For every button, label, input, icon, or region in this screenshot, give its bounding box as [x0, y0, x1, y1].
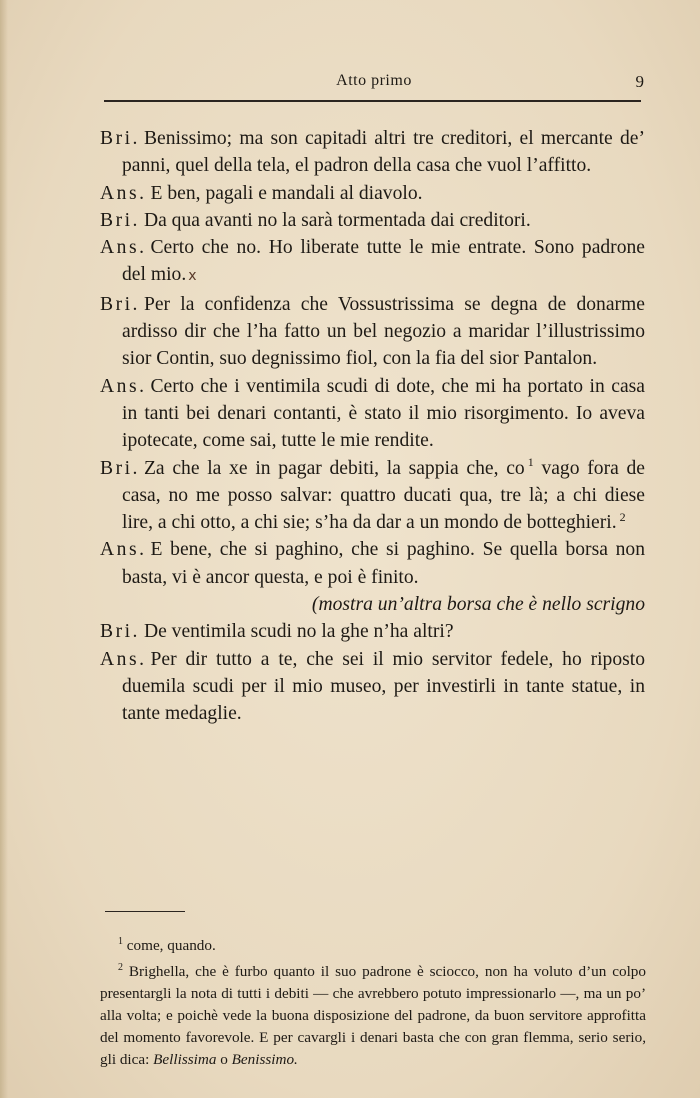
footnote-1 — [100, 931, 646, 957]
footnote-number: 1 — [118, 936, 123, 947]
speaker-name: Ans. — [100, 182, 147, 204]
page-number: 9 — [635, 72, 644, 91]
footnote-rule — [105, 911, 185, 912]
speech-3 — [100, 207, 645, 234]
speech-7 — [100, 455, 645, 537]
binding-shadow — [0, 0, 8, 1098]
speaker-name: Bri. — [100, 621, 140, 643]
footnote-ref-2: 2 — [619, 509, 626, 524]
footnotes — [100, 931, 646, 1071]
speech-text-cont: vago fora de casa, no me posso salvar: quattro ducati qua, tre là; a chi diese lire, a chi otto, a chi sie; s’ha da dar a un mondo de botteghieri. — [122, 457, 646, 534]
speaker-name: Ans. — [100, 539, 147, 561]
footnote-joiner: o — [220, 1050, 228, 1068]
speaker-name: Ans. — [100, 237, 147, 259]
dialogue-body — [100, 125, 645, 728]
speech-2 — [100, 180, 645, 207]
footnote-italic-word: Bellissima — [153, 1050, 217, 1068]
speech-text: Za che la xe in pagar debiti, la sappia che, co — [143, 457, 525, 479]
footnote-ref-1: 1 — [527, 455, 534, 470]
running-head — [104, 70, 644, 94]
speaker-name: Ans. — [100, 375, 147, 397]
speaker-name: Ans. — [100, 648, 147, 670]
speaker-name: Bri. — [100, 293, 140, 315]
speech-text: Per la confidenza che Vossustrissima se degna de donarme ardisso dir che l’ha fatto un bel negozio a maridar l’illustrissimo sior Contin, suo degnissimo fiol, con la fia del sior Pantalon. — [122, 293, 645, 370]
speech-5 — [100, 291, 645, 373]
speech-9 — [100, 618, 645, 645]
speaker-name: Bri. — [100, 128, 140, 149]
speech-8 — [100, 536, 645, 591]
speech-text: E bene, che si paghino, che si paghino. Se quella borsa non basta, vi è ancor questa, e poi è finito. — [122, 539, 645, 588]
speech-text: E ben, pagali e mandali al diavolo. — [150, 182, 423, 204]
footnote-text: Brighella, che è furbo quanto il suo padrone è sciocco, non ha voluto d’un colpo presentargli la nota di tutti i debiti — che avrebbero potuto impressionarlo —, ma un po’ alla volta; e poichè vede la buona disposizione del padrone, da buon servitore approfitta del momento favorevole. E per cavargli i denari basta che con gran flemma, serio serio, gli dica: — [100, 963, 646, 1068]
handwritten-x-mark: x — [188, 268, 197, 285]
speech-text: De ventimila scudi no la ghe n’ha altri? — [143, 621, 454, 643]
speech-1 — [100, 125, 645, 180]
speech-text: Certo che i ventimila scudi di dote, che mi ha portato in casa in tanti bei denari contanti, è stato il mio risorgimento. Io aveva ipotecate, come sai, tutte le mie rendite. — [122, 375, 645, 452]
speech-10 — [100, 646, 645, 728]
running-title: Atto primo — [336, 72, 412, 89]
speaker-name: Bri. — [100, 457, 140, 479]
speech-text: Per dir tutto a te, che sei il mio servitor fedele, ho riposto duemila scudi per il mio museo, per investirli in tante statue, in tante medaglie. — [122, 648, 645, 725]
footnote-text: come, quando. — [126, 937, 216, 955]
speech-4 — [100, 234, 645, 291]
speech-text: Benissimo; ma son capitadi altri tre creditori, el mercante de’ panni, quel della tela, el padron della casa che vuol l’affitto. — [122, 128, 645, 177]
footnote-number: 2 — [118, 961, 123, 973]
header-rule — [104, 100, 641, 102]
speech-text: Da qua avanti no la sarà tormentada dai creditori. — [143, 209, 531, 231]
footnote-2 — [100, 957, 646, 1071]
speech-text: Certo che no. Ho liberate tutte le mie entrate. Sono padrone del mio. — [122, 237, 645, 286]
footnote-italic-word: Benissimo. — [231, 1050, 298, 1068]
stage-direction: (mostra un’altra borsa che è nello scrigno — [311, 594, 645, 616]
speaker-name: Bri. — [100, 209, 140, 231]
speech-6 — [100, 373, 645, 455]
